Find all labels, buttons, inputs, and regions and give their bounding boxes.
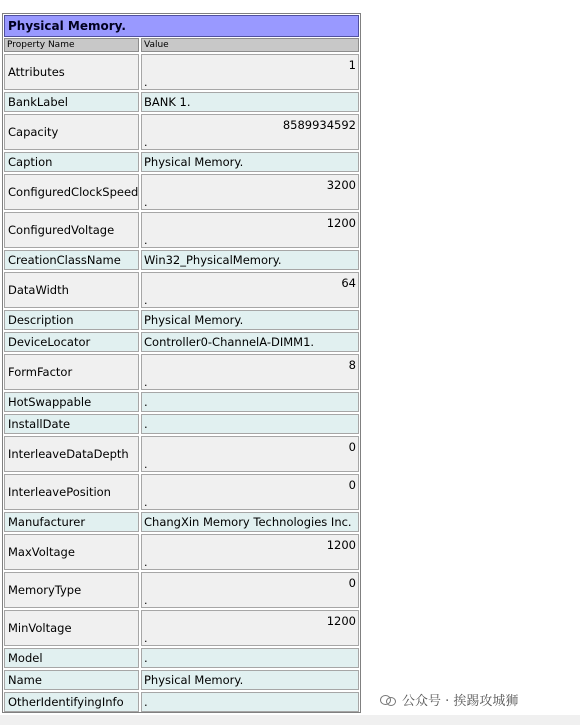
table-row bbox=[4, 512, 359, 532]
table-row bbox=[4, 250, 359, 270]
property-value-cell bbox=[141, 174, 359, 210]
value-terminator: . bbox=[144, 294, 148, 307]
property-value-cell bbox=[141, 534, 359, 570]
property-value-cell bbox=[141, 54, 359, 90]
property-value-cell bbox=[141, 512, 359, 532]
table-row bbox=[4, 648, 359, 668]
value-terminator: . bbox=[144, 234, 148, 247]
property-name-cell: BankLabel bbox=[4, 92, 139, 112]
watermark-text: 公众号 · 挨踢攻城狮 bbox=[402, 694, 519, 709]
value-text: . bbox=[144, 651, 148, 665]
table-row bbox=[4, 152, 359, 172]
value-number: 8589934592 bbox=[282, 118, 356, 132]
bottom-strip bbox=[0, 715, 580, 725]
wechat-icon bbox=[380, 694, 396, 706]
value-text: BANK 1. bbox=[144, 95, 191, 109]
property-value-cell bbox=[141, 332, 359, 352]
value-text: Physical Memory. bbox=[144, 155, 244, 169]
table-row bbox=[4, 392, 359, 412]
property-value-cell bbox=[141, 250, 359, 270]
value-text: Physical Memory. bbox=[144, 673, 244, 687]
property-value-cell bbox=[141, 152, 359, 172]
value-terminator: . bbox=[144, 594, 148, 607]
value-number: 1200 bbox=[326, 538, 356, 552]
property-name-cell: OtherIdentifyingInfo bbox=[4, 692, 139, 712]
property-name-cell: CreationClassName bbox=[4, 250, 139, 270]
column-header-property-name: Property Name bbox=[4, 38, 139, 52]
property-name-cell: Manufacturer bbox=[4, 512, 139, 532]
property-name-cell: InterleavePosition bbox=[4, 474, 139, 510]
property-name-cell: HotSwappable bbox=[4, 392, 139, 412]
table-row bbox=[4, 534, 359, 570]
value-terminator: . bbox=[144, 76, 148, 89]
table-row bbox=[4, 692, 359, 712]
property-name-cell: Model bbox=[4, 648, 139, 668]
property-name-cell: Attributes bbox=[4, 54, 139, 90]
property-name-cell: DataWidth bbox=[4, 272, 139, 308]
table-row bbox=[4, 212, 359, 248]
table-row bbox=[4, 474, 359, 510]
table-body bbox=[3, 54, 360, 712]
property-name-cell: Description bbox=[4, 310, 139, 330]
value-number: 1200 bbox=[326, 614, 356, 628]
value-terminator: . bbox=[144, 458, 148, 471]
property-name-cell: DeviceLocator bbox=[4, 332, 139, 352]
property-value-cell bbox=[141, 212, 359, 248]
property-name-cell: MinVoltage bbox=[4, 610, 139, 646]
property-name-cell: InterleaveDataDepth bbox=[4, 436, 139, 472]
table-row bbox=[4, 174, 359, 210]
property-value-cell bbox=[141, 670, 359, 690]
value-text: . bbox=[144, 417, 148, 431]
table-row bbox=[4, 354, 359, 390]
value-terminator: . bbox=[144, 196, 148, 209]
table-row bbox=[4, 54, 359, 90]
watermark bbox=[380, 690, 518, 709]
property-value-cell bbox=[141, 272, 359, 308]
table-header bbox=[4, 38, 359, 52]
property-name-cell: MemoryType bbox=[4, 572, 139, 608]
value-text: Win32_PhysicalMemory. bbox=[144, 253, 282, 267]
value-terminator: . bbox=[144, 376, 148, 389]
table-row bbox=[4, 92, 359, 112]
property-value-cell bbox=[141, 474, 359, 510]
table-row bbox=[4, 114, 359, 150]
property-value-cell bbox=[141, 610, 359, 646]
table-row bbox=[4, 572, 359, 608]
value-number: 0 bbox=[348, 576, 356, 590]
value-text: ChangXin Memory Technologies Inc. bbox=[144, 515, 352, 529]
property-value-cell bbox=[141, 572, 359, 608]
value-terminator: . bbox=[144, 136, 148, 149]
table-row bbox=[4, 310, 359, 330]
property-name-cell: ConfiguredVoltage bbox=[4, 212, 139, 248]
table-title: Physical Memory. bbox=[4, 15, 359, 37]
property-value-cell bbox=[141, 354, 359, 390]
property-name-cell: FormFactor bbox=[4, 354, 139, 390]
physical-memory-table bbox=[2, 13, 361, 713]
value-text: . bbox=[144, 395, 148, 409]
table-row bbox=[4, 670, 359, 690]
value-number: 0 bbox=[348, 478, 356, 492]
property-name-cell: MaxVoltage bbox=[4, 534, 139, 570]
value-text: Physical Memory. bbox=[144, 313, 244, 327]
value-number: 0 bbox=[348, 440, 356, 454]
property-value-cell bbox=[141, 310, 359, 330]
value-number: 3200 bbox=[326, 178, 356, 192]
property-value-cell bbox=[141, 436, 359, 472]
value-text: . bbox=[144, 695, 148, 709]
table-row bbox=[4, 610, 359, 646]
property-value-cell bbox=[141, 114, 359, 150]
property-name-cell: Capacity bbox=[4, 114, 139, 150]
property-value-cell bbox=[141, 92, 359, 112]
value-terminator: . bbox=[144, 496, 148, 509]
column-header-value: Value bbox=[141, 38, 359, 52]
property-name-cell: InstallDate bbox=[4, 414, 139, 434]
property-value-cell bbox=[141, 392, 359, 412]
table-row bbox=[4, 436, 359, 472]
value-number: 64 bbox=[341, 276, 356, 290]
value-number: 8 bbox=[348, 358, 356, 372]
table-row bbox=[4, 272, 359, 308]
property-name-cell: Name bbox=[4, 670, 139, 690]
table-row bbox=[4, 332, 359, 352]
property-name-cell: Caption bbox=[4, 152, 139, 172]
value-terminator: . bbox=[144, 556, 148, 569]
table-row bbox=[4, 414, 359, 434]
value-number: 1 bbox=[348, 58, 356, 72]
value-text: Controller0-ChannelA-DIMM1. bbox=[144, 335, 315, 349]
value-terminator: . bbox=[144, 632, 148, 645]
property-name-cell: ConfiguredClockSpeed bbox=[4, 174, 139, 210]
property-value-cell bbox=[141, 414, 359, 434]
value-number: 1200 bbox=[326, 216, 356, 230]
property-value-cell bbox=[141, 648, 359, 668]
property-value-cell bbox=[141, 692, 359, 712]
